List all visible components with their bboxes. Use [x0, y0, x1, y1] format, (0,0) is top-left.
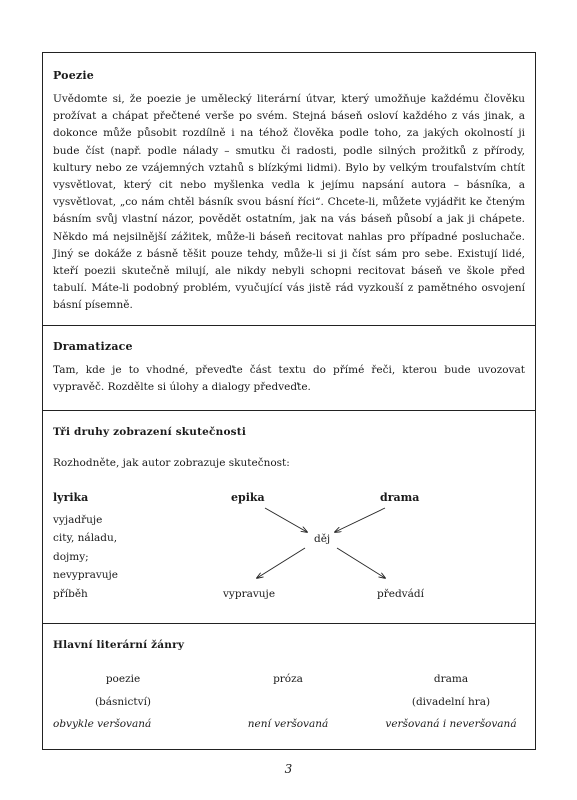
arrow-dej-to-vypravuje	[257, 548, 305, 578]
zanr-poezie-note: obvykle veršovaná	[53, 718, 152, 730]
lyrika-label: lyrika	[53, 491, 89, 504]
zanr-drama-note: veršovaná i neveršovaná	[385, 718, 517, 730]
zanr-proza-note: není veršovaná	[247, 718, 329, 730]
zanr-poezie-name: poezie	[105, 673, 141, 685]
druhy-heading: Tři druhy zobrazení skutečnosti	[53, 426, 247, 438]
divider	[43, 325, 535, 326]
poezie-heading: Poezie	[53, 69, 94, 82]
epika-label: epika	[231, 491, 265, 504]
lyrika-line: příběh	[53, 588, 88, 600]
arrow-drama-to-dej	[335, 508, 385, 532]
dramatizace-heading: Dramatizace	[53, 340, 133, 353]
drama-label: drama	[380, 491, 420, 504]
section-dramatizace	[43, 340, 535, 396]
arrow-epika-to-dej	[265, 508, 307, 532]
zanr-poezie-alt: (básnictví)	[94, 696, 152, 708]
zanry-heading: Hlavní literární žánry	[53, 639, 185, 651]
arrow-dej-to-predvadi	[337, 548, 385, 578]
lyrika-line: dojmy;	[53, 551, 89, 563]
lyrika-line: city, náladu,	[53, 532, 118, 544]
predvadi-label: předvádí	[377, 588, 424, 600]
druhy-intro: Rozhodněte, jak autor zobrazuje skutečnost:	[53, 457, 290, 469]
dej-label: děj	[314, 533, 331, 545]
poezie-text: Uvědomte si, že poezie je umělecký literární útvar, který umožňuje každému člověku prožívat a chápat přečtené verše po svém. Stejná báseň osloví každého z vás jinak, a dokonce může působit rozdílně i na téhož člověka podle toho, za jakých okolností ji bude číst (např. podle nálady – smutku či radosti, podle silných prožitků z přírody, kultury nebo ze vzájemných vztahů s blízkými lidmi). Bylo by velkým troufalstvím chtít vysvětlovat, který cit nebo myšlenka vedla k jejímu napsání autora – básníka, a vysvětlovat, „co nám chtěl básník svou básní říci“. Chcete-li, můžete vyjádřit ke čteným básním svůj vlastní názor, povědět ostatním, jak na vás báseň působí a jak ji chápete. Někdo má nejsilnější zážitek, může-li báseň recitovat nahlas pro případné posluchače. Jiný se dokáže z básně těšit pouze tehdy, může-li si ji číst sám pro sebe. Existují lidé, kteří poezii skutečně milují, ale nikdy nebyli schopni recitovat báseň ve škole před tabulí. Máte-li podobný problém, vyučující vás jistě rád vyzkouší z pamětného osvojení básní písemně.	[53, 93, 525, 312]
arrows-diagram	[43, 426, 537, 666]
vypravuje-label: vypravuje	[223, 588, 276, 600]
page-number: 3	[284, 762, 293, 776]
lyrika-line: vyjadřuje	[53, 514, 103, 526]
zanr-proza-name: próza	[273, 673, 303, 685]
zanr-drama-alt: (divadelní hra)	[411, 696, 491, 708]
divider	[43, 410, 535, 411]
section-druhy	[43, 426, 535, 666]
section-poezie	[43, 69, 535, 315]
section-zanry	[43, 639, 535, 749]
divider	[43, 623, 535, 624]
content-frame	[42, 52, 536, 750]
zanr-drama-name: drama	[433, 673, 469, 685]
dramatizace-text: Tam, kde je to vhodné, převeďte část textu do přímé řeči, kterou bude uvozovat vypravěč. Rozdělte si úlohy a dialogy předveďte.	[53, 364, 525, 394]
lyrika-line: nevypravuje	[53, 569, 119, 581]
